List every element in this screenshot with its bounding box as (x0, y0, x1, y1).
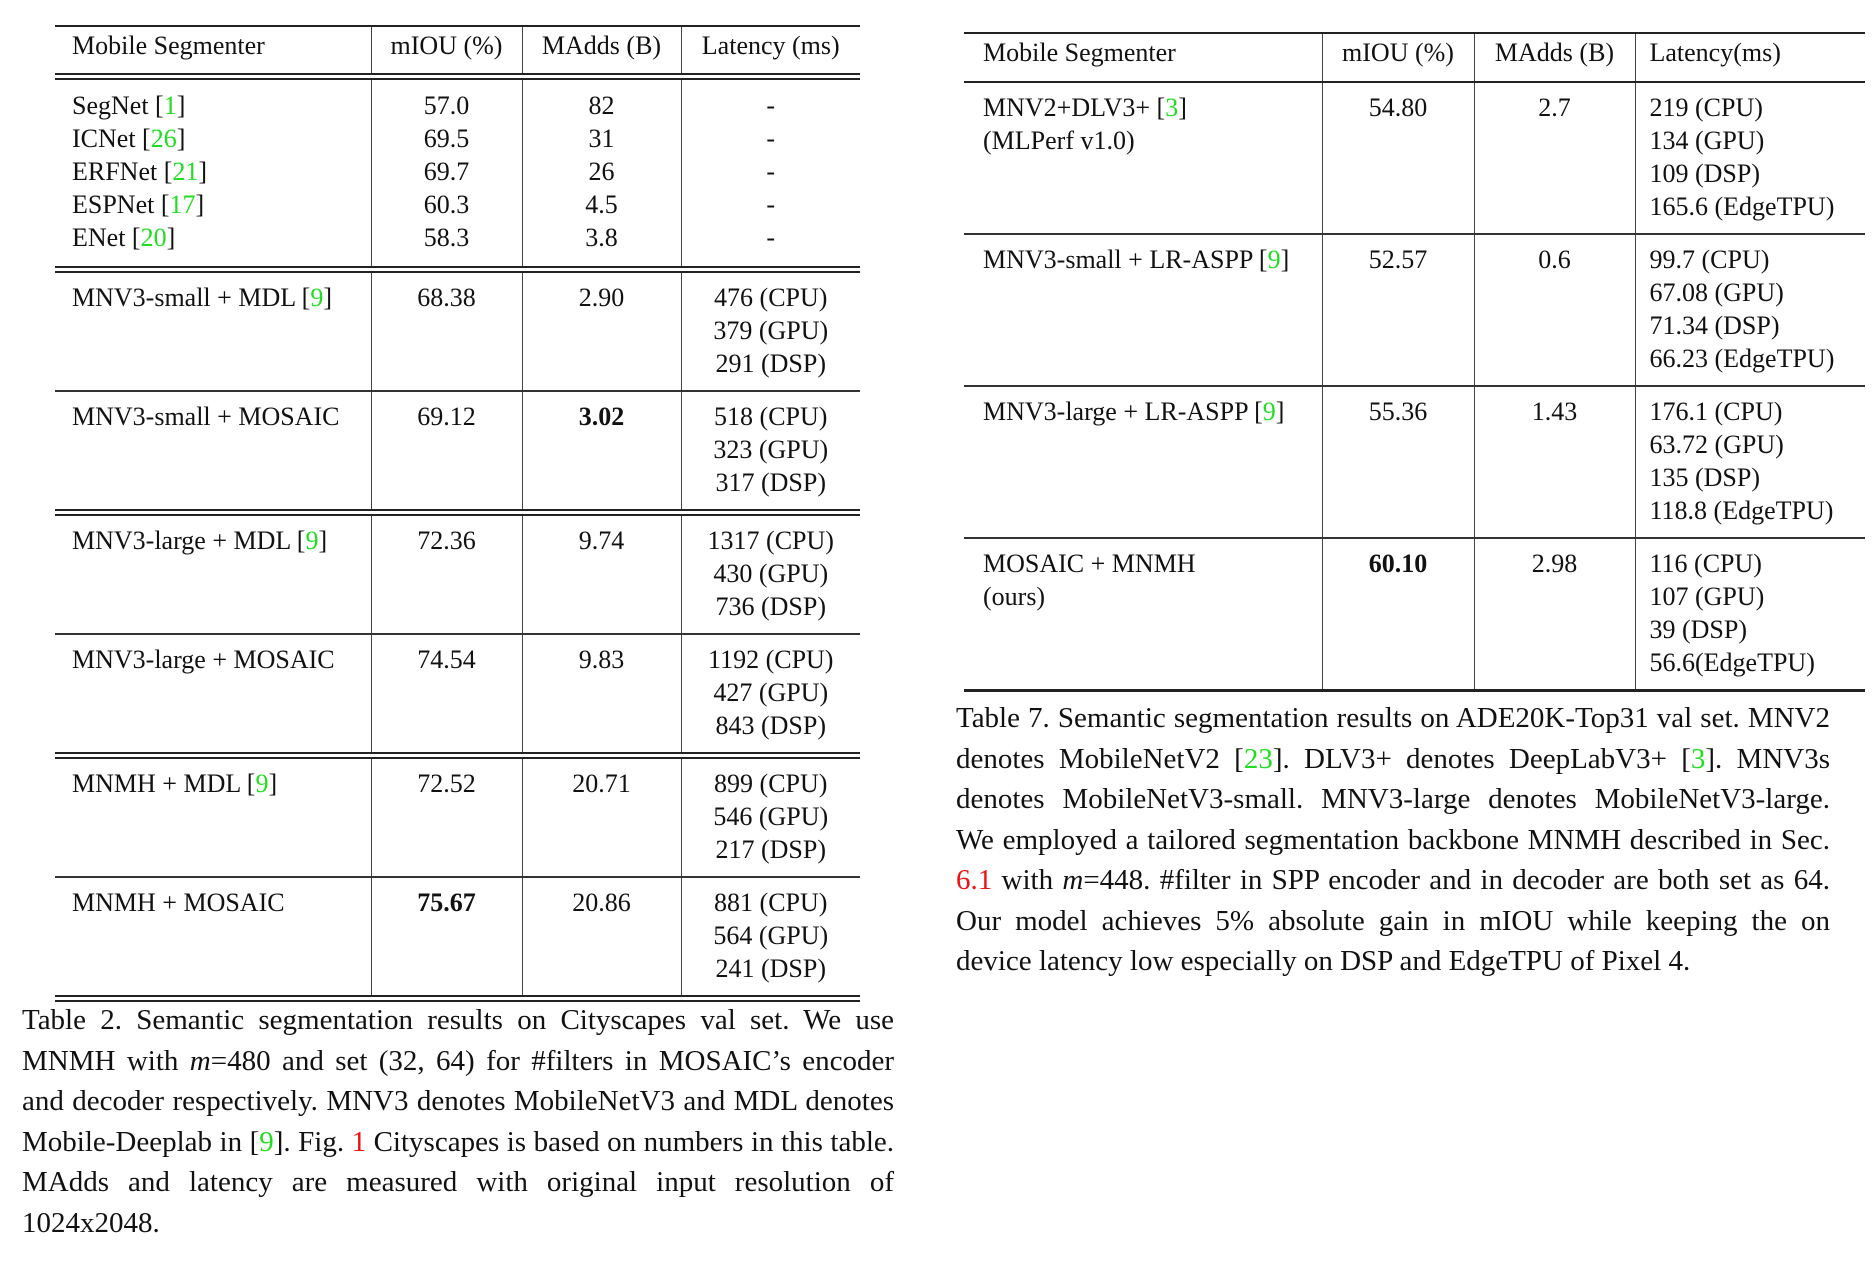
header-latency: Latency (ms) (681, 26, 860, 77)
latency-cpu: 219 (CPU) (1649, 93, 1763, 122)
header-madds: MAdds (B) (1474, 33, 1635, 82)
citation-link[interactable]: 9 (1267, 245, 1281, 274)
madds-value: 26 (588, 157, 615, 186)
madds-value: 9.83 (578, 645, 625, 674)
row-name: MNV3-small + LR-ASPP (983, 245, 1253, 274)
miou-value: 55.36 (1368, 397, 1428, 426)
latency-dsp: 109 (DSP) (1649, 159, 1761, 188)
table-row (55, 634, 860, 756)
latency-cpu: 1317 (CPU) (707, 526, 834, 555)
header-mobile-segmenter: Mobile Segmenter (983, 38, 1176, 67)
madds-value: 31 (588, 124, 615, 153)
latency-gpu: 379 (GPU) (713, 316, 829, 345)
madds-value: 9.74 (578, 526, 625, 555)
latency-cpu: 116 (CPU) (1649, 549, 1762, 578)
citation-link[interactable]: 23 (1243, 742, 1273, 775)
miou-value: 54.80 (1368, 93, 1428, 122)
table-row: MNV3-small + MDL [9] 68.38 2.90 476 (CPU) 379 (GPU) 291 (DSP) (55, 270, 860, 392)
madds-value: 82 (588, 91, 615, 120)
section-link[interactable]: 6.1 (956, 864, 993, 896)
latency-dsp: 135 (DSP) (1649, 463, 1761, 492)
latency-edgetpu: 66.23 (EdgeTPU) (1649, 344, 1835, 373)
row-name: ESPNet [17] (72, 190, 205, 219)
table-7-caption: Table 7. Semantic segmentation results on ADE20K-Top31 val set. MNV2 denotes MobileNetV2 [23]. DLV3+ denotes DeepLabV3+ [3]. MNV3s denotes MobileNetV3-small. MNV3-large denotes MobileNetV3-large. We employed a tailored segmentation backbone MNMH described in Sec. 6.1 with m=448. #filter in SPP encoder and in decoder are both set as 64. Our model achieves 5% absolute gain in mIOU while keeping the on device latency low especially on DSP and EdgeTPU of Pixel 4. (956, 702, 1830, 977)
latency-value: - (766, 124, 776, 153)
table-7 (964, 32, 1865, 692)
latency-edgetpu: 118.8 (EdgeTPU) (1649, 496, 1834, 525)
latency-value: - (766, 91, 776, 120)
latency-cpu: 881 (CPU) (714, 888, 828, 917)
miou-value: 72.52 (417, 769, 476, 798)
header-mobile-segmenter: Mobile Segmenter (72, 31, 265, 60)
table-row (55, 877, 860, 999)
latency-cpu: 518 (CPU) (714, 402, 828, 431)
row-name: MNV3-small + MDL (72, 283, 296, 312)
latency-value: - (766, 190, 776, 219)
citation-link[interactable]: 9 (255, 769, 269, 798)
figure-link[interactable]: 1 (351, 1125, 367, 1158)
header-miou: mIOU (%) (1322, 33, 1474, 82)
latency-value: - (766, 223, 776, 252)
table-header-row (964, 33, 1865, 82)
latency-cpu: 176.1 (CPU) (1649, 397, 1783, 426)
citation-link[interactable]: 9 (310, 283, 324, 312)
miou-value: 68.38 (417, 283, 476, 312)
citation-link[interactable]: 21 (172, 157, 199, 186)
latency-cpu: 476 (CPU) (714, 283, 828, 312)
latency-gpu: 134 (GPU) (1649, 126, 1765, 155)
latency-gpu: 430 (GPU) (713, 559, 829, 588)
table-row (964, 538, 1865, 691)
citation-link[interactable]: 20 (140, 223, 167, 252)
row-name: MOSAIC + MNMH (983, 549, 1196, 578)
row-subname: (MLPerf v1.0) (983, 126, 1135, 155)
miou-value: 74.54 (417, 645, 476, 674)
latency-gpu: 107 (GPU) (1649, 582, 1765, 611)
miou-value-best: 60.10 (1368, 549, 1428, 578)
row-subname: (ours) (983, 582, 1046, 611)
latency-dsp: 39 (DSP) (1649, 615, 1748, 644)
madds-value: 3.8 (585, 223, 618, 252)
latency-edgetpu: 56.6(EdgeTPU) (1649, 648, 1815, 677)
row-name: MNV3-large + MDL (72, 526, 291, 555)
table-row: MNV3-small + LR-ASPP [9] 52.57 0.6 99.7 (CPU) 67.08 (GPU) 71.34 (DSP) 66.23 (EdgeTPU) (964, 234, 1865, 386)
latency-cpu: 1192 (CPU) (708, 645, 834, 674)
citation-link[interactable]: 3 (1165, 93, 1179, 122)
miou-value: 57.0 (423, 91, 470, 120)
miou-value: 69.12 (417, 402, 476, 431)
table-2 (55, 25, 860, 1002)
table-row: MNV2+DLV3+ [3] (MLPerf v1.0) 54.80 2.7 219 (CPU) 134 (GPU) 109 (DSP) 165.6 (EdgeTPU) (964, 82, 1865, 234)
latency-dsp: 317 (DSP) (715, 468, 826, 497)
row-name: MNV3-large + LR-ASPP (983, 397, 1248, 426)
madds-value: 2.98 (1531, 549, 1578, 578)
madds-value: 2.7 (1538, 93, 1571, 122)
latency-gpu: 63.72 (GPU) (1649, 430, 1784, 459)
latency-edgetpu: 165.6 (EdgeTPU) (1649, 192, 1835, 221)
miou-value: 69.7 (423, 157, 470, 186)
citation-link[interactable]: 17 (169, 190, 196, 219)
latency-dsp: 71.34 (DSP) (1649, 311, 1780, 340)
citation-link[interactable]: 9 (305, 526, 319, 555)
latency-dsp: 736 (DSP) (715, 592, 826, 621)
row-name: SegNet [1] (72, 91, 186, 120)
latency-dsp: 241 (DSP) (715, 954, 826, 983)
madds-value: 2.90 (578, 283, 625, 312)
latency-gpu: 323 (GPU) (713, 435, 829, 464)
latency-cpu: 899 (CPU) (714, 769, 828, 798)
miou-value: 72.36 (417, 526, 476, 555)
row-name: ERFNet [21] (72, 157, 208, 186)
citation-link[interactable]: 3 (1690, 742, 1706, 775)
table-header-row (55, 26, 860, 77)
row-name: MNV3-large + MOSAIC (72, 645, 335, 674)
latency-gpu: 67.08 (GPU) (1649, 278, 1784, 307)
latency-cpu: 99.7 (CPU) (1649, 245, 1770, 274)
row-name: ICNet [26] (72, 124, 186, 153)
latency-dsp: 291 (DSP) (715, 349, 826, 378)
miou-value-best: 75.67 (417, 888, 476, 917)
latency-value: - (766, 157, 776, 186)
table-row (55, 391, 860, 513)
table-row: MNV3-large + MDL [9] 72.36 9.74 1317 (CPU) 430 (GPU) 736 (DSP) (55, 513, 860, 635)
header-miou: mIOU (%) (371, 26, 522, 77)
header-latency: Latency(ms) (1635, 33, 1865, 82)
madds-value: 1.43 (1531, 397, 1578, 426)
row-name: MNMH + MDL (72, 769, 241, 798)
madds-value: 0.6 (1538, 245, 1571, 274)
row-name: MNV3-small + MOSAIC (72, 402, 340, 431)
madds-value: 20.71 (572, 769, 631, 798)
table-2-caption: Table 2. Semantic segmentation results on Cityscapes val set. We use MNMH with m=480 and set (32, 64) for #filters in MOSAIC’s encoder and decoder respectively. MNV3 denotes MobileNetV3 and MDL denotes Mobile-Deeplab in [9]. Fig. 1 Cityscapes is based on numbers in this table. MAdds and latency are measured with original input resolution of 1024x2048. (22, 1004, 895, 1239)
citation-link[interactable]: 9 (1262, 397, 1276, 426)
citation-link[interactable]: 9 (259, 1125, 274, 1158)
miou-value: 60.3 (423, 190, 470, 219)
table-row: MNV3-large + LR-ASPP [9] 55.36 1.43 176.1 (CPU) 63.72 (GPU) 135 (DSP) 118.8 (EdgeTPU) (964, 386, 1865, 538)
table-row (55, 77, 860, 270)
latency-gpu: 546 (GPU) (713, 802, 829, 831)
miou-value: 52.57 (1368, 245, 1428, 274)
madds-value: 4.5 (585, 190, 618, 219)
latency-gpu: 427 (GPU) (713, 678, 829, 707)
table-row: MNMH + MDL [9] 72.52 20.71 899 (CPU) 546 (GPU) 217 (DSP) (55, 756, 860, 878)
miou-value: 69.5 (423, 124, 470, 153)
header-madds: MAdds (B) (522, 26, 681, 77)
madds-value-best: 3.02 (578, 402, 625, 431)
latency-gpu: 564 (GPU) (713, 921, 829, 950)
citation-link[interactable]: 1 (163, 91, 177, 120)
row-name: MNMH + MOSAIC (72, 888, 285, 917)
latency-dsp: 217 (DSP) (715, 835, 826, 864)
latency-dsp: 843 (DSP) (715, 711, 826, 740)
variable-m: m (1062, 864, 1084, 896)
row-name: MNV2+DLV3+ (983, 93, 1151, 122)
variable-m: m (189, 1044, 211, 1077)
madds-value: 20.86 (572, 888, 631, 917)
row-name: ENet [20] (72, 223, 176, 252)
miou-value: 58.3 (423, 223, 470, 252)
citation-link[interactable]: 26 (150, 124, 177, 153)
